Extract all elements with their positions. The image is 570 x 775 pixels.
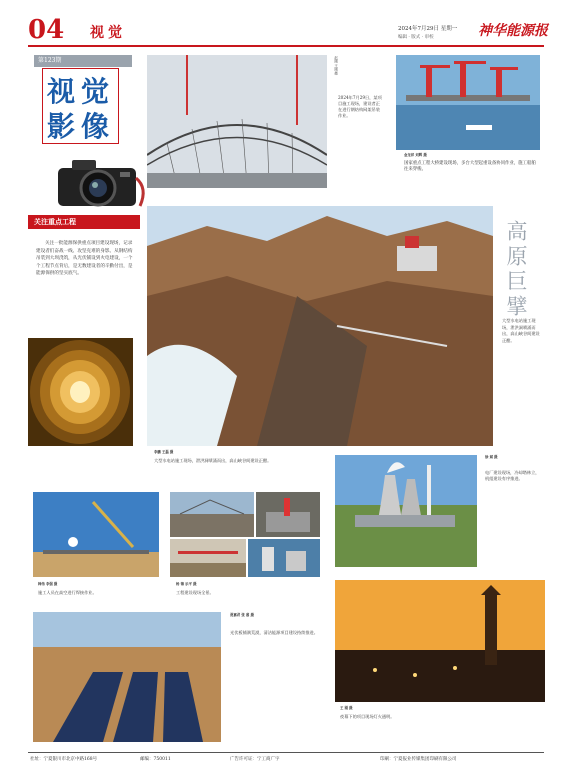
photo-caption-hydro: 大型水电站施工现场，泄洪洞喷涌而出，高山峡谷间建设正酣。 bbox=[154, 458, 272, 463]
column-intro: 关注一批能源保供重点项目建设现场，记录建设者们奋战一线、攻坚克难的身影。从钢结构吊装到大坝浇筑，从光伏铺设到火电建设，一个个工程节点背后，是无数建设者的辛勤付出，是能源保供的坚实底气。 bbox=[36, 241, 133, 276]
camera-illustration bbox=[50, 148, 150, 213]
photo-credit-plant: 徐 斌 摄 bbox=[485, 455, 498, 459]
feature-label: 关注重点工程 bbox=[28, 215, 140, 229]
header-editors: 编辑 · 版式 · 审校 bbox=[398, 35, 434, 40]
photo-caption-site: 工程建设现场全景。 bbox=[176, 590, 214, 595]
issue-tag: 第123期 bbox=[34, 55, 132, 67]
photo-construction-2 bbox=[256, 492, 320, 537]
column-title-line2: 影像 bbox=[47, 110, 116, 143]
vertical-title: 高原巨擘 bbox=[504, 220, 528, 320]
photo-construction-1 bbox=[170, 492, 254, 537]
photo-caption-welder: 施工人员在高空进行焊接作业。 bbox=[38, 590, 97, 595]
photo-credit-hydro: 李鹏 王磊 摄 bbox=[154, 450, 174, 454]
footer-postcode: 邮编：750011 bbox=[140, 757, 171, 762]
photo-credit-truss: 赵刚 王刚 摄 bbox=[333, 56, 338, 76]
page-number: 04 bbox=[28, 15, 65, 45]
photo-credit-bridge: 金龙祥 刘辉 摄 bbox=[404, 153, 427, 157]
photo-credit-solar: 贾嘉君 张 睿 摄 bbox=[230, 613, 254, 617]
photo-credit-night: 王 刚 摄 bbox=[340, 706, 353, 710]
photo-bridge-cranes bbox=[396, 55, 540, 150]
photo-caption-truss: 2024年7月29日，某项目施工现场，建设者正在进行钢结构网架吊装作业。 bbox=[338, 95, 382, 118]
photo-night-tower bbox=[335, 580, 545, 702]
photo-hydropower-dam bbox=[147, 206, 493, 446]
column-title-line1: 视觉 bbox=[47, 75, 116, 108]
photo-caption-plant: 电厂建设现场，冷却塔林立，机组建设有序推进。 bbox=[485, 470, 540, 482]
photo-caption-night: 夜幕下的项目现场灯火通明。 bbox=[340, 714, 395, 719]
photo-welder bbox=[33, 492, 159, 577]
photo-credit-welder: 韩伟 李强 摄 bbox=[38, 582, 58, 586]
footer-address: 社址：宁夏银川市北京中路168号 bbox=[30, 757, 98, 762]
footer-print: 印刷：宁夏报业传媒集团印刷有限公司 bbox=[380, 757, 457, 762]
photo-solar-farm bbox=[33, 612, 221, 742]
photo-construction-3 bbox=[170, 539, 246, 577]
photo-steel-truss bbox=[147, 55, 327, 188]
photo-power-plant bbox=[335, 455, 477, 567]
header-rule bbox=[28, 45, 544, 47]
masthead-logo: 神华能源报 bbox=[478, 23, 548, 39]
footer-ad: 广告许可证：宁工商广字 bbox=[230, 757, 280, 762]
footer-rule bbox=[28, 752, 544, 753]
photo-tunnel bbox=[28, 338, 133, 446]
photo-caption-bridge: 国家重点工程大桥建设现场，多台大型起重设备协同作业，施工船舶往来穿梭。 bbox=[404, 161, 536, 172]
photo-caption-solar: 光伏板铺满荒漠，清洁能源项目建设持续推进。 bbox=[230, 630, 318, 635]
photo-credit-site: 杨 锦 乐平 摄 bbox=[176, 582, 197, 586]
photo-construction-4 bbox=[248, 539, 320, 577]
header-date: 2024年7月29日 星期一 bbox=[398, 26, 458, 32]
section-label: 视觉 bbox=[90, 25, 126, 41]
photo-caption-hydro-side: 大型水电站施工现场，泄洪洞喷涌而出，高山峡谷间建设正酣。 bbox=[502, 318, 540, 343]
